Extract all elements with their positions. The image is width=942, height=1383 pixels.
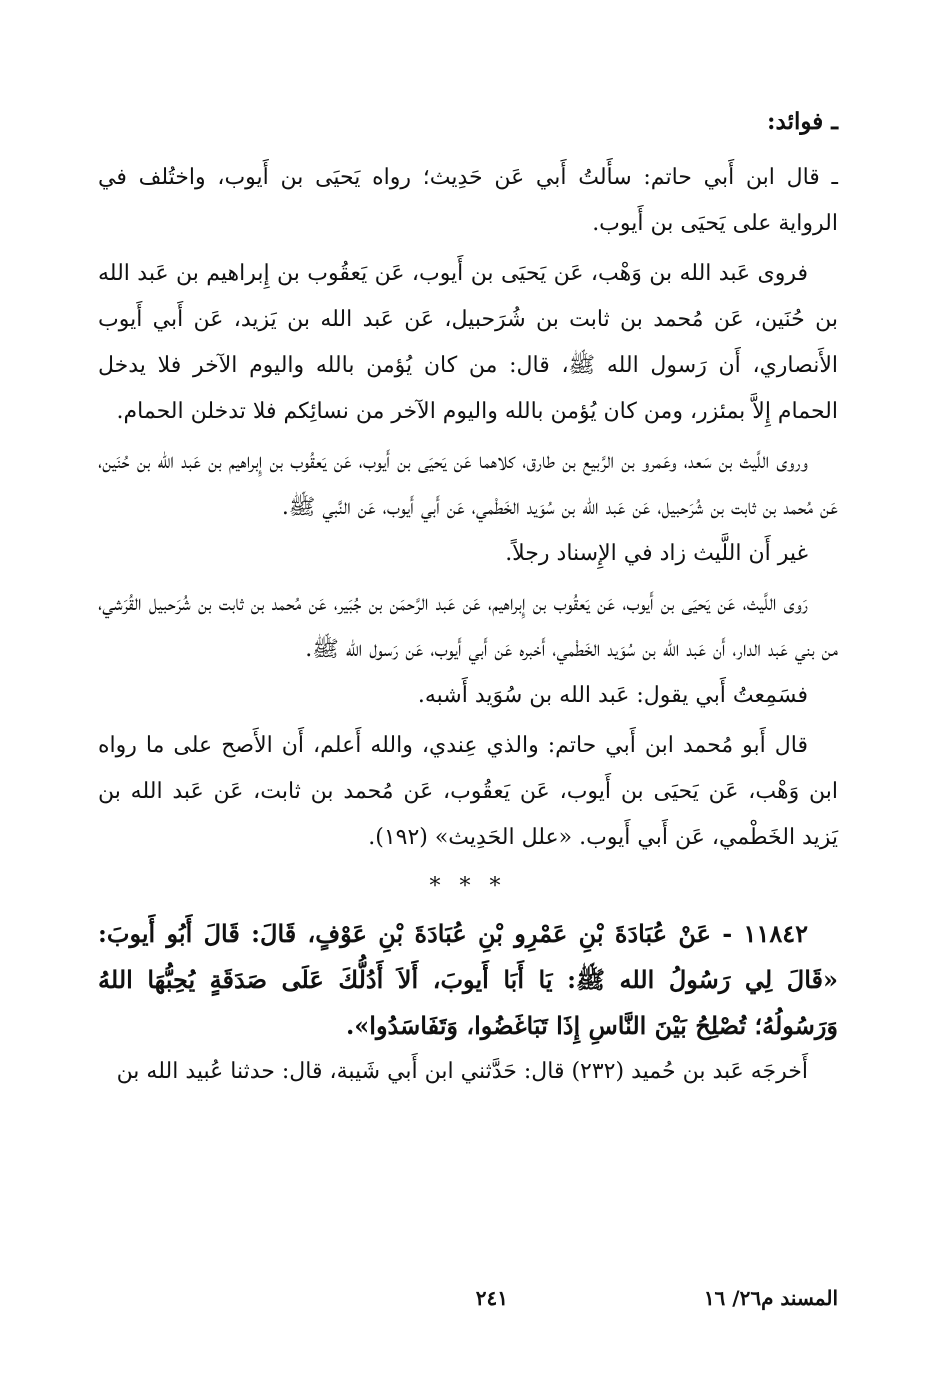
paragraph-takhrij: أَخرجَه عَبد بن حُميد (٢٣٢) قال: حَدَّثني ابن أَبي شَيبة، قال: حدثنا عُبيد الله بن [116, 1059, 808, 1084]
section-separator: * * * [429, 874, 507, 899]
paragraph-layth-narration: وروى اللَّيث بن سَعد، وعَمرو بن الرَّبيع بن طارق، كلاهما عَن يَحيَى بن أَيوب، عَن يَعقُوب بن إِبراهيم بن عَبد الله بن حُنَين، عَن مُحمد بن ثابت بن شُرَحبيل، عَن عَبد الله بن سُوَيد الخَطْمي، عَن أَبي أَيوب، عَن النَّبي ﷺ. [98, 449, 838, 520]
paragraph-abu-hatim-opinion: فسَمِعتُ أَبي يقول: عَبد الله بن سُوَيد أَشبه. [417, 683, 808, 708]
paragraph-layth-addition: غير أَن اللَّيث زاد في الإِسناد رجلاً. [505, 541, 808, 566]
paragraph-intro: ـ قال ابن أَبي حاتم: سأَلتُ أَبي عَن حَدِيث؛ رواه يَحيَى بن أَيوب، واختُلف في الرواية على يَحيَى بن أَيوب. [98, 165, 838, 236]
section-heading: ـ فوائد: [767, 108, 838, 135]
page-number: ٢٤١ [475, 1286, 508, 1310]
page-footer [98, 1286, 838, 1326]
body-text [98, 155, 838, 1095]
paragraph-ibn-wahb-narration: فروى عَبد الله بن وَهْب، عَن يَحيَى بن أَيوب، عَن يَعقُوب بن إِبراهيم بن عَبد الله بن حُنَين، عَن مُحمد بن ثابت بن شُرَحبيل، عَن عَبد الله بن يَزيد، عَن أَبي أَيوب الأَنصاري، أَن رَسول الله ﷺ، قال: من كان يُؤمن بالله واليوم الآخر فلا يدخل الحمام إِلاَّ بمئزر، ومن كان يُؤمن بالله واليوم الآخر من نسائِكم فلا تدخلن الحمام. [98, 261, 838, 424]
hadith-text: ١١٨٤٢ - عَنْ عُبَادَةَ بْنِ عَمْرِو بْنِ عُبَادَةَ بْنِ عَوْفٍ، قَالَ: قَالَ أَبُو أَيوبَ: «قَالَ لِي رَسُولُ الله ﷺ: يَا أَبَا أَيوبَ، أَلاَ أَدُلُّكَ عَلَى صَدَقَةٍ يُحِبُّهَا اللهُ وَرَسُولُهُ؛ تُصْلِحُ بَيْنَ النَّاسِ إِذَا تَبَاغَضُوا، وَتَفَاسَدُوا». [98, 919, 838, 1040]
paragraph-layth-chain: رَوى اللَّيث، عَن يَحيَى بن أَيوب، عَن يَعقُوب بن إِبراهيم، عَن عَبد الرَّحمَن بن جُبَير، عَن مُحمد بن ثابت بن شُرَحبيل القُرَشي، من بني عَبد الدار، أَن عَبد الله بن سُوَيد الخَطْمي، أَخبره عَن أَبي أَيوب، عَن رَسول الله ﷺ. [98, 591, 838, 662]
paragraph-conclusion: قال أَبو مُحمد ابن أَبي حاتم: والذي عِندي، والله أَعلم، أَن الأَصح على ما رواه ابن وَهْب، عَن يَحيَى بن أَيوب، عَن يَعقُوب، عَن مُحمد بن ثابت، عَن عَبد الله بن يَزيد الخَطْمي، عَن أَبي أَيوب. «علل الحَدِيث» (١٩٢). [98, 733, 838, 850]
volume-reference: المسند م٢٦/ ١٦ [703, 1286, 838, 1310]
